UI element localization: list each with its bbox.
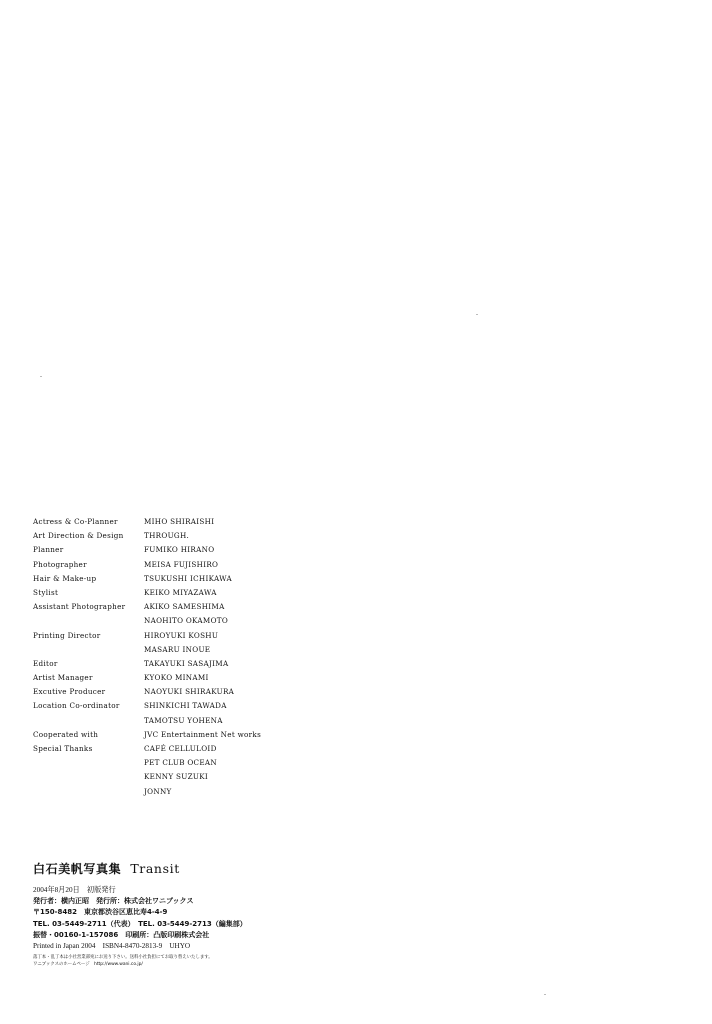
- credit-name: KYOKO MINAMI: [144, 673, 209, 683]
- return-policy-note: 落丁本・乱丁本は小社営業部宛にお送り下さい。送料小社負担にてお取り替えいたします。: [33, 955, 213, 961]
- credit-role: Planner: [33, 545, 64, 555]
- credit-name: MASARU INOUE: [144, 644, 211, 654]
- dust-speck: [476, 314, 478, 315]
- homepage-note: ワニブックスのホームページ http://www.wani.co.jp/: [33, 961, 143, 967]
- credit-name: THROUGH.: [144, 531, 190, 541]
- credit-name: AKIKO SAMESHIMA: [144, 602, 225, 612]
- colophon: [33, 860, 247, 968]
- credit-role: Special Thanks: [33, 744, 93, 753]
- telephone-line: TEL. 03-5449-2711（代表） TEL. 03-5449-2713（編集部）: [33, 919, 247, 928]
- credit-name: MEISA FUJISHIRO: [144, 559, 219, 569]
- isbn-line: Printed in Japan 2004 ISBN4-8470-2813-9 UHYO: [33, 941, 191, 950]
- credit-name: TAMOTSU YOHENA: [144, 715, 223, 725]
- credit-name: KENNY SUZUKI: [144, 772, 209, 782]
- credit-name: FUMIKO HIRANO: [144, 545, 215, 555]
- dust-speck: [544, 994, 546, 995]
- publication-date: 2004年8月20日 初版発行: [33, 886, 116, 894]
- credit-name: PET CLUB OCEAN: [144, 758, 217, 768]
- credit-role: Hair & Make-up: [33, 573, 97, 583]
- credit-role: Editor: [33, 658, 58, 668]
- dust-speck: [40, 376, 42, 377]
- credit-role: Cooperated with: [33, 729, 99, 739]
- credit-role: Printing Director: [33, 630, 101, 640]
- publisher-line: 発行者：横内正昭 発行所：株式会社ワニブックス: [33, 897, 194, 906]
- credit-name: JONNY: [144, 786, 172, 796]
- credit-name: KEIKO MIYAZAWA: [144, 587, 217, 597]
- credit-role: Art Direction & Design: [33, 531, 124, 541]
- credit-role: Actress & Co-Planner: [33, 517, 118, 526]
- credit-role: Photographer: [33, 559, 87, 569]
- fine-print: [33, 955, 247, 968]
- address-line: 〒150-8482 東京都渋谷区恵比寿4-4-9: [33, 908, 168, 917]
- credit-name: HIROYUKI KOSHU: [144, 630, 219, 640]
- credit-name: SHINKICHI TAWADA: [144, 701, 227, 711]
- credit-role: Location Co-ordinator: [33, 701, 120, 711]
- credit-name: NAOYUKI SHIRAKURA: [144, 687, 235, 697]
- credit-role: Excutive Producer: [33, 687, 106, 697]
- credit-name: TAKAYUKI SASAJIMA: [144, 658, 229, 668]
- book-title-japanese: 白石美帆写真集: [33, 862, 122, 876]
- credit-name: NAOHITO OKAMOTO: [144, 616, 229, 626]
- credit-name: JVC Entertainment Net works: [144, 729, 262, 739]
- credit-role: Stylist: [33, 587, 59, 597]
- book-title: [33, 860, 247, 877]
- book-title-english: Transit: [130, 861, 180, 876]
- transfer-printer-line: 振替・00160-1-157086 印刷所：凸版印刷株式会社: [33, 930, 210, 939]
- credit-name: CAFÉ CELLULOID: [144, 744, 217, 753]
- credit-name: MIHO SHIRAISHI: [144, 517, 215, 526]
- credit-role: Assistant Photographer: [33, 602, 126, 612]
- credit-name: TSUKUSHI ICHIKAWA: [144, 573, 233, 583]
- credit-role: Artist Manager: [33, 673, 93, 683]
